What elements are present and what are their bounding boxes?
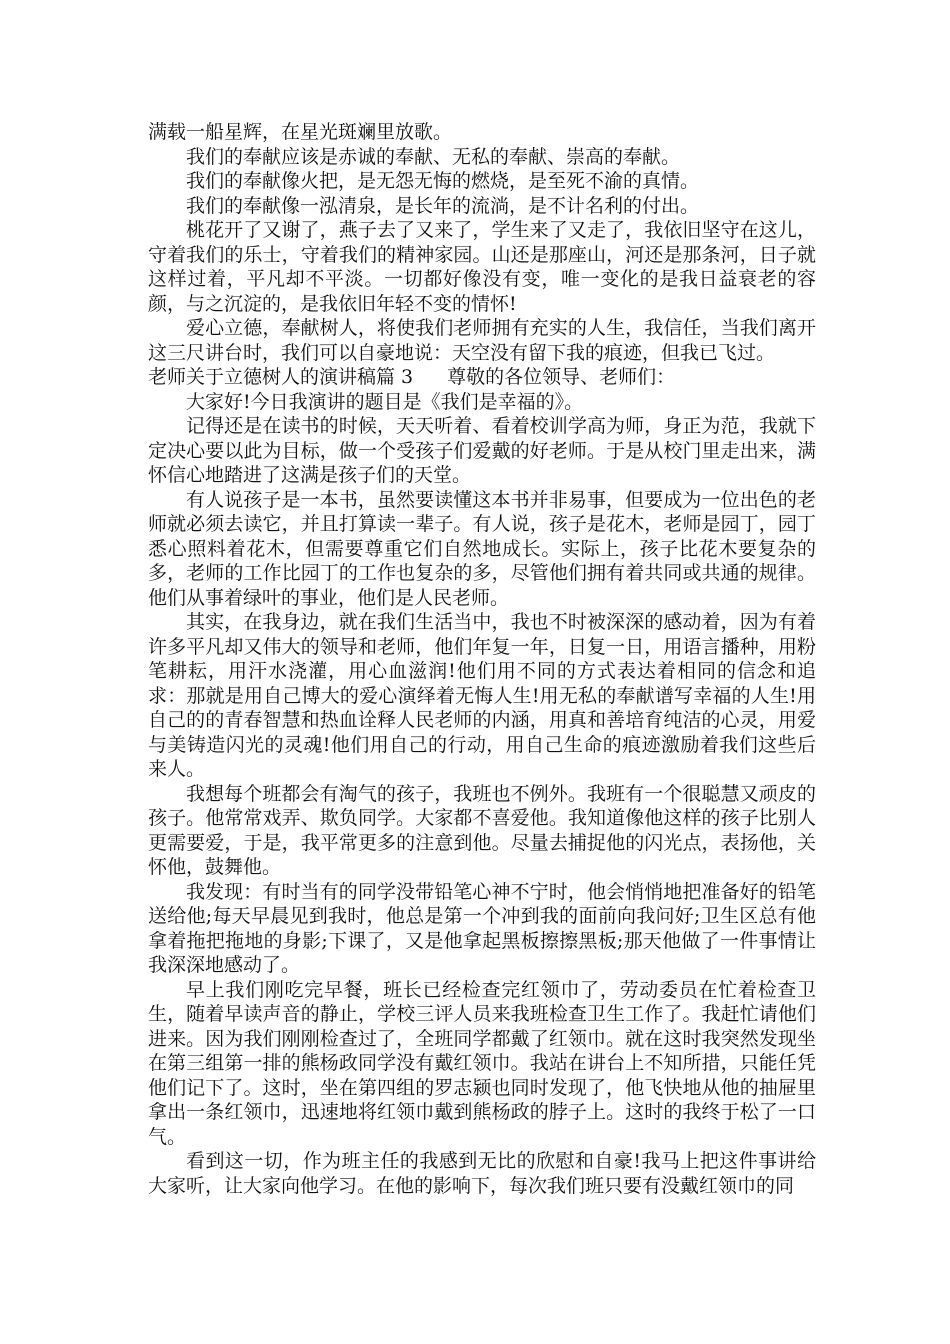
paragraph: 记得还是在读书的时候，天天听着、看着校训学高为师，身正为范，我就下定决心要以此为目标，做一个受孩子们爱戴的好老师。于是从校门里走出来，满怀信心地踏进了这满是孩子们的天堂。 bbox=[148, 415, 816, 486]
document-body bbox=[148, 120, 816, 1198]
paragraph: 我们的奉献像一泓清泉，是长年的流淌，是不计名利的付出。 bbox=[186, 194, 700, 217]
paragraph: 我们的奉献像火把，是无怨无悔的燃烧，是至死不渝的真情。 bbox=[186, 170, 700, 192]
paragraph: 满载一船星辉，在星光斑斓里放歌。 bbox=[148, 121, 453, 143]
paragraph: 我想每个班都会有淘气的孩子，我班也不例外。我班有一个很聪慧又顽皮的孩子。他常常戏弄、欺负同学。大家都不喜爱他。我知道像他这样的孩子比别人更需要爱，于是，我平常更多的注意到他。尽量去捕捉他的闪光点，表扬他，关怀他，鼓舞他。 bbox=[148, 782, 816, 878]
paragraph: 大家好!今日我演讲的题目是《我们是幸福的》。 bbox=[186, 390, 584, 413]
paragraph: 看到这一切，作为班主任的我感到无比的欣慰和自豪!我马上把这件事讲给大家听，让大家向他学习。在他的影响下，每次我们班只要有没戴红领巾的同 bbox=[148, 1150, 816, 1197]
paragraph: 爱心立德，奉献树人，将使我们老师拥有充实的人生，我信任，当我们离开这三尺讲台时，我们可以自豪地说：天空没有留下我的痕迹，但我已飞过。 bbox=[148, 317, 816, 364]
paragraph: 我发现：有时当有的同学没带铅笔心神不宁时，他会悄悄地把准备好的铅笔送给他;每天早晨见到我时，他总是第一个冲到我的面前向我问好;卫生区总有他拿着拖把拖地的身影;下课了，又是他拿起黑板擦擦黑板;那天他做了一件事情让我深深地感动了。 bbox=[148, 880, 816, 976]
section-heading bbox=[148, 365, 816, 390]
paragraph: 我们的奉献应该是赤诚的奉献、无私的奉献、崇高的奉献。 bbox=[186, 145, 681, 168]
section-title: 老师关于立德树人的演讲稿篇 3 bbox=[148, 366, 414, 388]
paragraph: 有人说孩子是一本书，虽然要读懂这本书并非易事，但要成为一位出色的老师就必须去读它，并且打算读一辈子。有人说，孩子是花木，老师是园丁，园丁悉心照料着花木，但需要尊重它们自然地成长。实际上，孩子比花木要复杂的多，老师的工作比园丁的工作也复杂的多，尽管他们拥有着共同或共通的规律。他们从事着绿叶的事业，他们是人民老师。 bbox=[148, 488, 816, 609]
section-greeting: 尊敬的各位领导、老师们： bbox=[447, 366, 676, 388]
paragraph: 桃花开了又谢了，燕子去了又来了，学生来了又走了，我依旧坚守在这儿，守着我们的乐士，守着我们的精神家园。山还是那座山，河还是那条河，日子就这样过着，平凡却不平淡。一切都好像没有变，唯一变化的是我日益衰老的容颜，与之沉淀的，是我依旧年轻不变的情怀! bbox=[148, 219, 816, 315]
paragraph: 早上我们刚吃完早餐，班长已经检查完红领巾了，劳动委员在忙着检查卫生，随着早读声音的静止，学校三评人员来我班检查卫生工作了。我赶忙请他们进来。因为我们刚刚检查过了，全班同学都戴了红领巾。就在这时我突然发现坐在第三组第一排的熊杨政同学没有戴红领巾。我站在讲台上不知所措，只能任凭他们记下了。这时，坐在第四组的罗志颍也同时发现了，他飞快地从他的抽屉里拿出一条红领巾，迅速地将红领巾戴到熊杨政的脖子上。这时的我终于松了一口气。 bbox=[148, 978, 816, 1148]
paragraph: 其实，在我身边，就在我们生活当中，我也不时被深深的感动着，因为有着许多平凡却又伟大的领导和老师，他们年复一年，日复一日，用语言播种，用粉笔耕耘，用汗水浇灌，用心血滋润!他们用不同的方式表达着相同的信念和追求：那就是用自己博大的爱心演绎着无悔人生!用无私的奉献谱写幸福的人生!用自己的的青春智慧和热血诠释人民老师的内涵，用真和善培育纯洁的心灵，用爱与美铸造闪光的灵魂!他们用自己的行动，用自己生命的痕迹激励着我们这些后来人。 bbox=[148, 611, 816, 780]
